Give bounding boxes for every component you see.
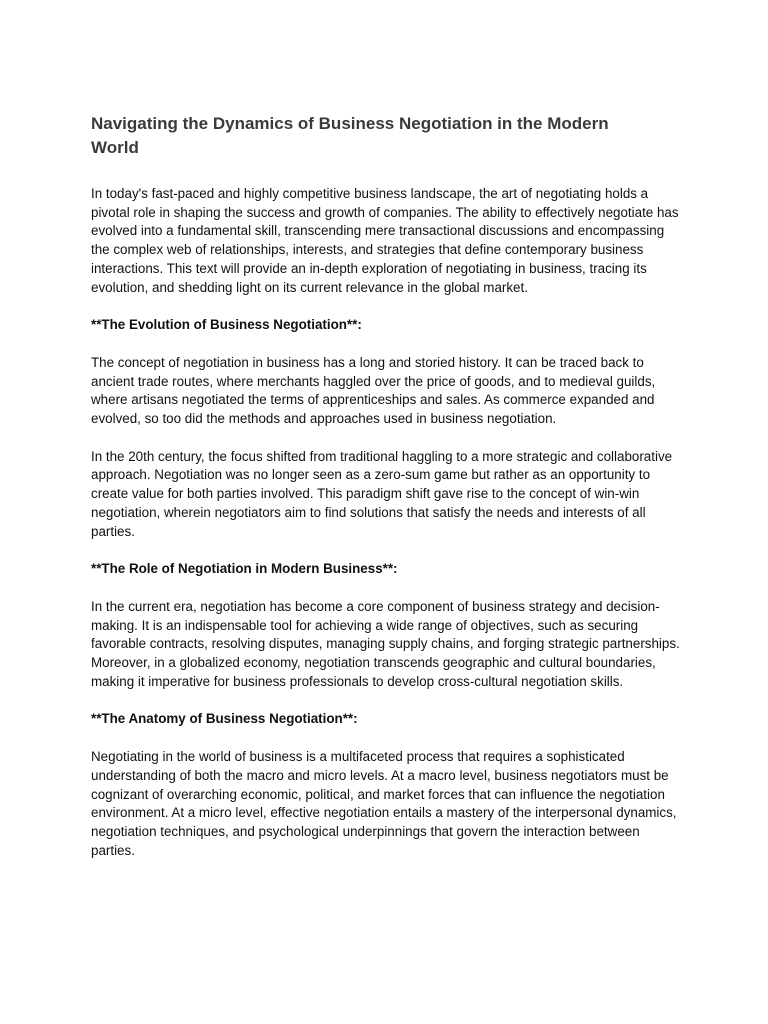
document-page [91,112,681,860]
anatomy-paragraph-1: Negotiating in the world of business is a multifaceted process that requires a sophisticated understanding of both the macro and micro levels. At a macro level, business negotiators must be cognizant of overarching economic, political, and market forces that can influence the negotiation environment. At a micro level, effective negotiation entails a mastery of the interpersonal dynamics, negotiation techniques, and psychological underpinnings that govern the interaction between parties. [91,749,677,858]
document-title: Navigating the Dynamics of Business Negotiation in the Modern World [91,114,609,157]
section-heading-evolution: **The Evolution of Business Negotiation**: [91,317,362,333]
role-paragraph-1: In the current era, negotiation has become a core component of business strategy and decision-making. It is an indispensable tool for achieving a wide range of objectives, such as securing favorable contracts, resolving disputes, managing supply chains, and forging strategic partnerships. Moreover, in a globalized economy, negotiation transcends geographic and cultural boundaries, making it imperative for business professionals to develop cross-cultural negotiation skills. [91,598,680,689]
section-heading-anatomy: **The Anatomy of Business Negotiation**: [91,711,358,727]
evolution-paragraph-2: In the 20th century, the focus shifted from traditional haggling to a more strategic and collaborative approach. Negotiation was no longer seen as a zero-sum game but rather as an opportunity to create value for both parties involved. This paradigm shift gave rise to the concept of win-win negotiation, wherein negotiators aim to find solutions that satisfy the needs and interests of all parties. [91,448,673,539]
evolution-paragraph-1: The concept of negotiation in business has a long and storied history. It can be traced back to ancient trade routes, where merchants haggled over the price of goods, and to medieval guilds, where artisans negotiated the terms of apprenticeships and sales. As commerce expanded and evolved, so too did the methods and approaches used in business negotiation. [91,354,656,427]
intro-paragraph: In today's fast-paced and highly competitive business landscape, the art of negotiating holds a pivotal role in shaping the success and growth of companies. The ability to effectively negotiate has evolved into a fundamental skill, transcending mere transactional discussions and encompassing the complex web of relationships, interests, and strategies that define contemporary business interactions. This text will provide an in-depth exploration of negotiating in business, tracing its evolution, and shedding light on its current relevance in the global market. [91,186,679,295]
section-heading-role: **The Role of Negotiation in Modern Business**: [91,561,398,577]
